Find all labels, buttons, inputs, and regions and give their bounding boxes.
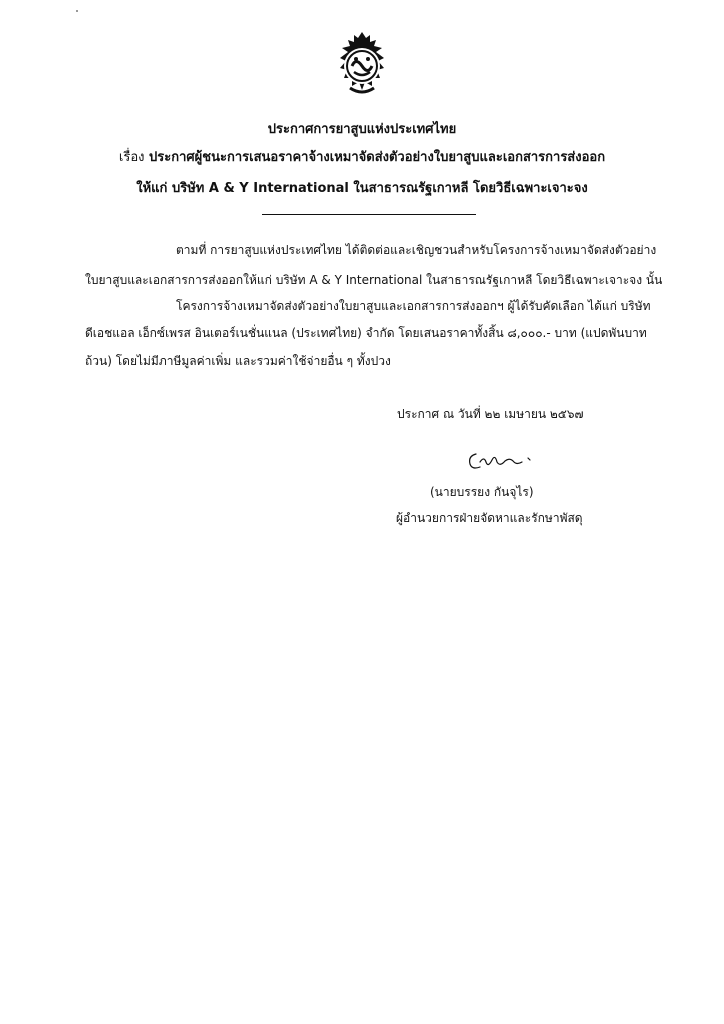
body-line-5: ถ้วน) โดยไม่มีภาษีมูลค่าเพิ่ม และรวมค่าใช้จ่ายอื่น ๆ ทั้งปวง — [85, 354, 391, 368]
handwritten-signature-icon — [462, 444, 542, 474]
subject-text: ประกาศผู้ชนะการเสนอราคาจ้างเหมาจัดส่งตัวอย่างใบยาสูบและเอกสารการส่งออก — [149, 150, 606, 165]
signer-name: (นายบรรยง กันจุไร) — [430, 485, 534, 499]
document-subject — [0, 146, 724, 167]
subject-label: เรื่อง — [118, 150, 145, 165]
signer-position: ผู้อำนวยการฝ่ายจัดหาและรักษาพัสดุ — [396, 511, 583, 525]
tobacco-authority-emblem-icon — [332, 30, 392, 96]
body-line-1: ตามที่ การยาสูบแห่งประเทศไทย ได้ติดต่อและเชิญชวนสำหรับโครงการจ้างเหมาจัดส่งตัวอย่าง — [176, 243, 657, 257]
announcement-date: ประกาศ ณ วันที่ ๒๒ เมษายน ๒๕๖๗ — [397, 407, 584, 421]
body-line-2: ใบยาสูบและเอกสารการส่งออกให้แก่ บริษัท A & Y International ในสาธารณรัฐเกาหลี โดยวิธีเฉพาะเจาะจง นั้น — [85, 273, 663, 287]
title-divider — [262, 214, 476, 215]
document-title: ประกาศการยาสูบแห่งประเทศไทย — [267, 122, 457, 137]
body-line-3: โครงการจ้างเหมาจัดส่งตัวอย่างใบยาสูบและเอกสารการส่งออกฯ ผู้ได้รับคัดเลือก ได้แก่ บริษัท — [176, 299, 651, 313]
scan-speck — [76, 10, 78, 12]
body-line-4: ดีเอชแอล เอ็กซ์เพรส อินเตอร์เนชั่นแนล (ประเทศไทย) จำกัด โดยเสนอราคาทั้งสิ้น ๘,๐๐๐.- บาท (แปดพันบาท — [85, 326, 647, 340]
document-subject-line2: ให้แก่ บริษัท A & Y International ในสาธารณรัฐเกาหลี โดยวิธีเฉพาะเจาะจง — [136, 181, 588, 196]
